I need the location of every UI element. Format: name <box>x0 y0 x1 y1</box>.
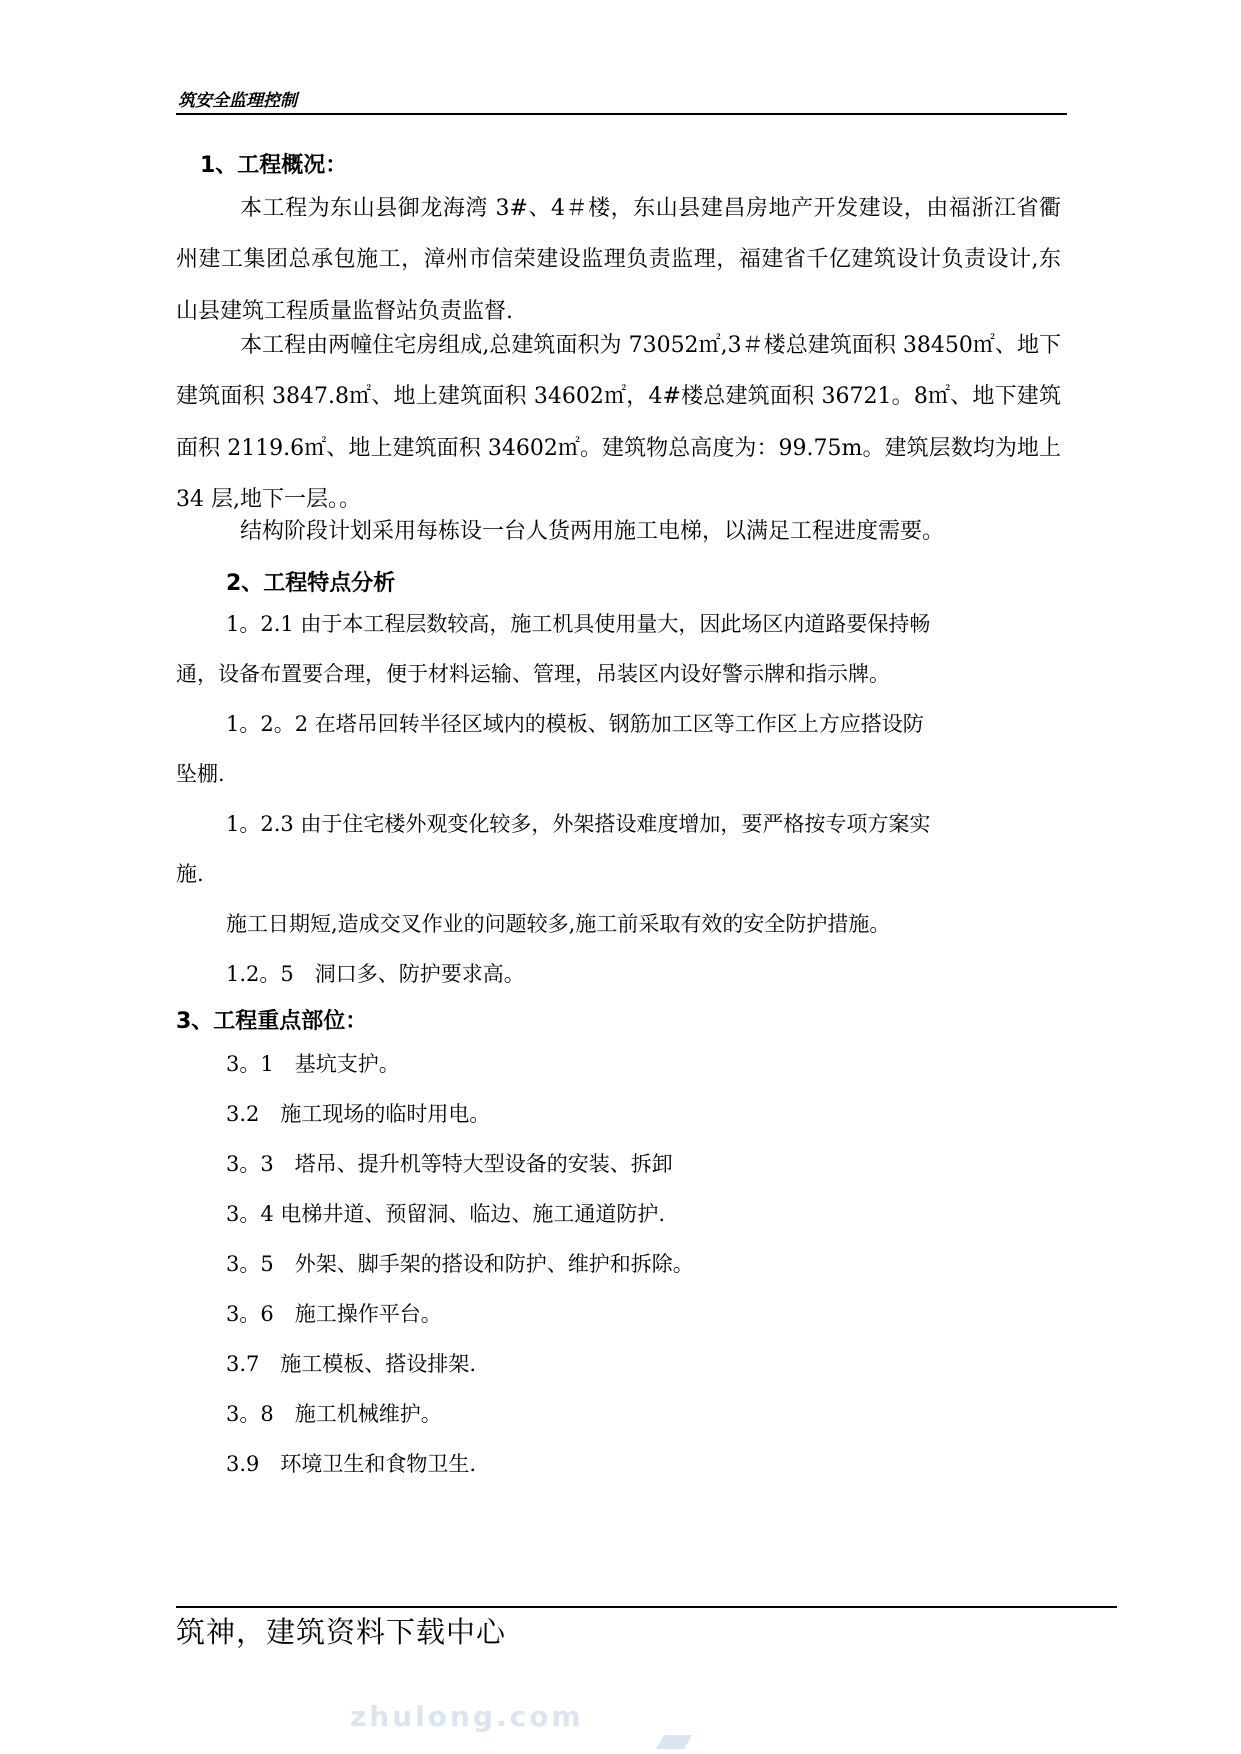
key-part-item-5: 3。5 外架、脚手架的搭设和防护、维护和拆除。 <box>226 1252 694 1276</box>
watermark-logo-icon <box>656 1735 692 1749</box>
key-part-item-3: 3。3 塔吊、提升机等特大型设备的安装、拆卸 <box>226 1152 673 1176</box>
key-part-item-1: 3。1 基坑支护。 <box>226 1052 400 1076</box>
overview-paragraph-1: 本工程为东山县御龙海湾 3#、4＃楼，东山县建昌房地产开发建设，由福浙江省衢州建工集团总承包施工，漳州市信荣建设监理负责监理，福建省千亿建筑设计负责设计,东山县建筑工程质量监督站负责监督. <box>176 196 1061 324</box>
key-part-item-8: 3。8 施工机械维护。 <box>226 1402 442 1426</box>
section-2-heading: 2、工程特点分析 <box>226 571 396 596</box>
characteristic-item-3-line-2: 施. <box>176 862 204 886</box>
characteristic-item-2-line-1: 1。2。2 在塔吊回转半径区域内的模板、钢筋加工区等工作区上方应搭设防 <box>226 712 924 736</box>
key-part-item-6: 3。6 施工操作平台。 <box>226 1302 442 1326</box>
key-part-item-7: 3.7 施工模板、搭设排架. <box>226 1352 477 1376</box>
key-part-item-9: 3.9 环境卫生和食物卫生. <box>226 1452 477 1476</box>
key-part-item-4: 3。4 电梯井道、预留洞、临边、施工通道防护. <box>226 1202 666 1226</box>
characteristic-item-2-line-2: 坠棚. <box>176 762 225 786</box>
characteristic-item-4: 施工日期短,造成交叉作业的问题较多,施工前采取有效的安全防护措施。 <box>226 912 891 936</box>
section-1-heading: 1、工程概况： <box>200 153 348 178</box>
header-divider <box>176 113 1067 115</box>
header-title: 筑安全监理控制 <box>178 91 297 111</box>
characteristic-item-3-line-1: 1。2.3 由于住宅楼外观变化较多，外架搭设难度增加，要严格按专项方案实 <box>226 812 931 836</box>
overview-paragraph-3: 结构阶段计划采用每栋设一台人货两用施工电梯，以满足工程进度需要。 <box>240 519 945 544</box>
characteristic-item-1-line-1: 1。2.1 由于本工程层数较高，施工机具使用量大，因此场区内道路要保持畅 <box>226 612 931 636</box>
watermark: zhulong.com <box>350 1700 584 1733</box>
characteristic-item-5: 1.2。5 洞口多、防护要求高。 <box>226 962 525 986</box>
footer-text: 筑神，建筑资料下载中心 <box>176 1615 507 1649</box>
section-3-heading: 3、工程重点部位： <box>176 1009 368 1034</box>
characteristic-item-1-line-2: 通，设备布置要合理，便于材料运输、管理，吊装区内设好警示牌和指示牌。 <box>176 662 890 686</box>
key-part-item-2: 3.2 施工现场的临时用电。 <box>226 1102 491 1126</box>
overview-paragraph-2: 本工程由两幢住宅房组成,总建筑面积为 73052㎡,3＃楼总建筑面积 38450㎡、地下建筑面积 3847.8㎡、地上建筑面积 34602㎡，4#楼总建筑面积 36721。8㎡、地下建筑面积 2119.6㎡、地上建筑面积 34602㎡。建筑物总高度为：99.75m。建筑层数均为地上 34 层,地下一层。。 <box>176 333 1061 512</box>
footer-divider <box>176 1606 1117 1608</box>
